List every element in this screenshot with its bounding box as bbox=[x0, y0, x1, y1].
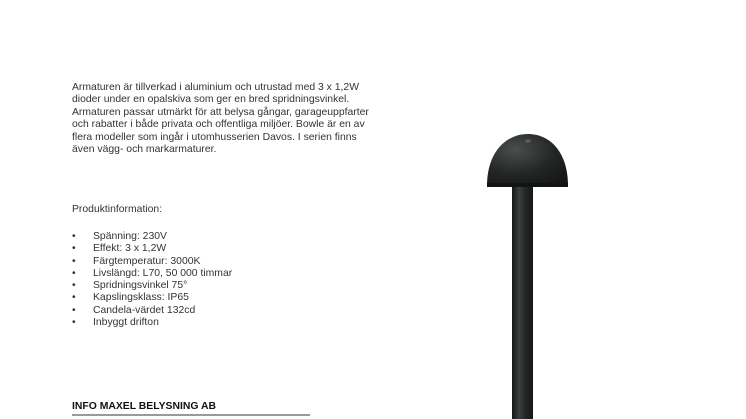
spec-item: • Effekt: 3 x 1,2W bbox=[72, 243, 232, 255]
lamp-screw bbox=[525, 139, 531, 143]
spec-item: • Spridningsvinkel 75° bbox=[72, 280, 232, 292]
spec-item: • Kapslingsklass: IP65 bbox=[72, 292, 232, 304]
lamp-dome-rim bbox=[487, 183, 568, 187]
spec-list bbox=[72, 231, 232, 329]
company-name: INFO MAXEL BELYSNING AB bbox=[72, 401, 216, 412]
bollard-lamp-image bbox=[484, 128, 574, 419]
spec-item: • Färgtemperatur: 3000K bbox=[72, 256, 232, 268]
lamp-pole bbox=[512, 182, 533, 419]
company-subtext-cropped bbox=[72, 413, 332, 419]
spec-item: • Livslängd: L70, 50 000 timmar bbox=[72, 268, 232, 280]
spec-item: • Candela-värdet 132cd bbox=[72, 305, 232, 317]
product-info-heading: Produktinformation: bbox=[72, 204, 163, 215]
spec-item: • Spänning: 230V bbox=[72, 231, 232, 243]
spec-item: • Inbyggt drifton bbox=[72, 317, 232, 329]
product-description: Armaturen är tillverkad i aluminium och utrustad med 3 x 1,2W dioder under en opalskiva som ger en bred spridningsvinkel. Armaturen passar utmärkt för att belysa gångar, garageuppfarter och rabatter i både privata och offentliga miljöer. Bowle är en av flera modeller som ingår i utomhusserien Davos. I serien finns även vägg- och markarmaturer. bbox=[72, 82, 369, 156]
